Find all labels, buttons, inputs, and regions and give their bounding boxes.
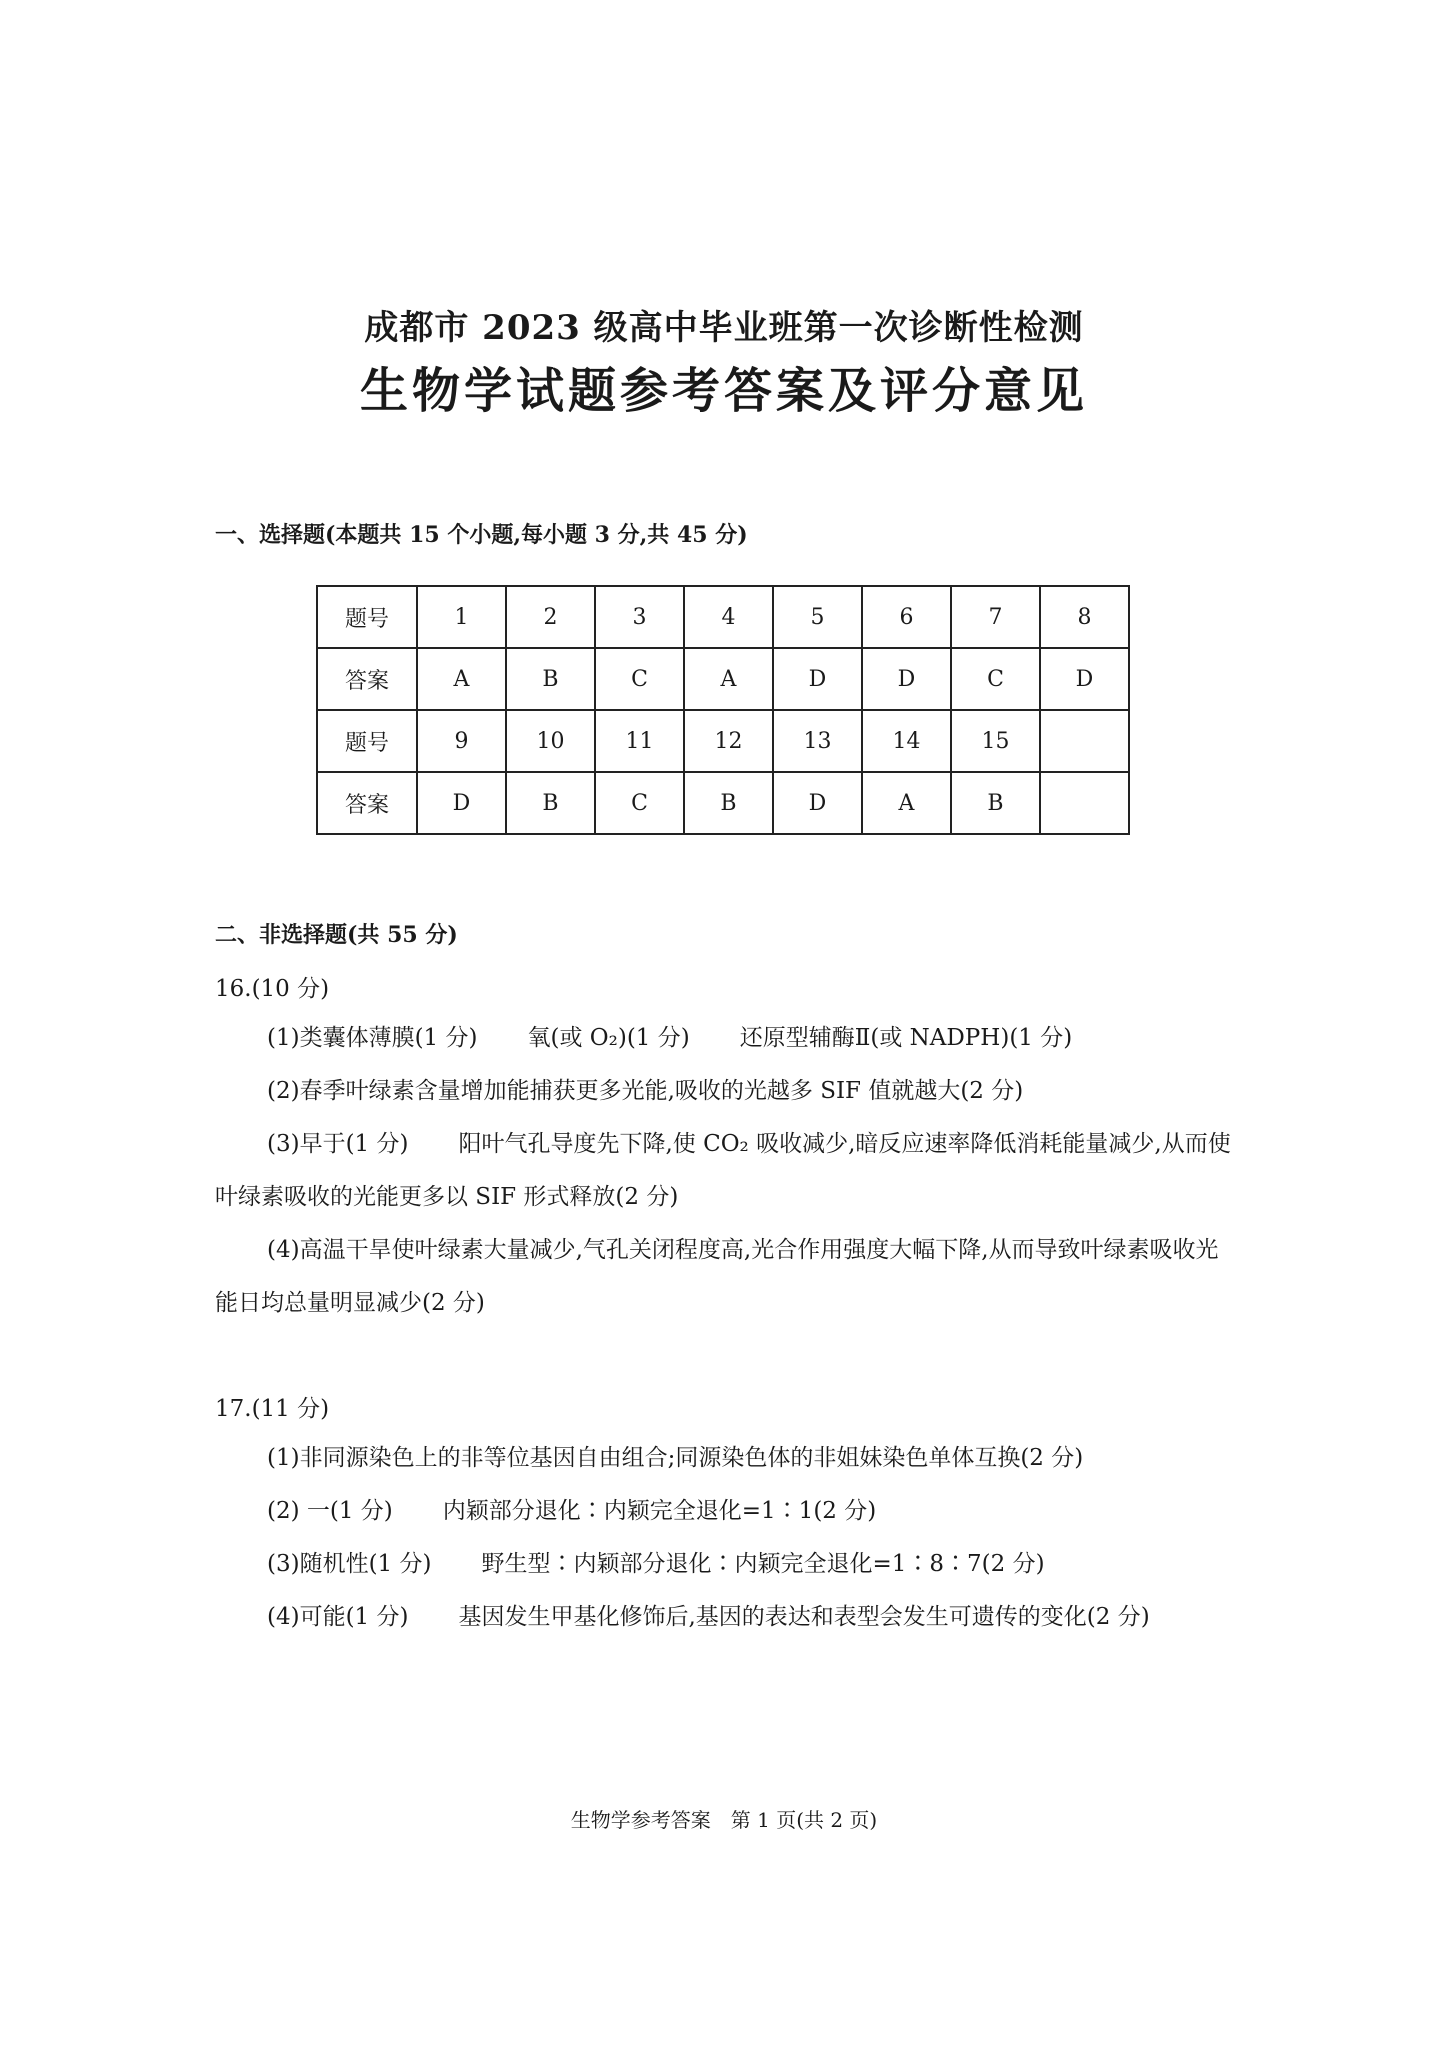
q16-answer-3 — [215, 1118, 1235, 1224]
table-cell: 5 — [773, 586, 862, 648]
row-label: 题号 — [317, 710, 417, 772]
table-cell: 10 — [506, 710, 595, 772]
table-cell: A — [684, 648, 773, 710]
table-cell: D — [773, 772, 862, 834]
table-cell: D — [417, 772, 506, 834]
page-footer: 生物学参考答案 第 1 页(共 2 页) — [570, 1808, 878, 1832]
table-cell: D — [1040, 648, 1129, 710]
table-cell — [1040, 710, 1129, 772]
table-cell: D — [862, 648, 951, 710]
table-cell: 3 — [595, 586, 684, 648]
table-cell: C — [951, 648, 1040, 710]
q17-answer-3 — [215, 1538, 1235, 1591]
table-cell: C — [595, 772, 684, 834]
table-cell: 14 — [862, 710, 951, 772]
q17-answer-1: (1)非同源染色上的非等位基因自由组合;同源染色体的非姐妹染色单体互换(2 分) — [267, 1445, 1084, 1471]
q17-answer-3a: (3)随机性(1 分) — [267, 1551, 432, 1577]
section-1-title: 一、选择题(本题共 15 个小题,每小题 3 分,共 45 分) — [215, 522, 748, 548]
q16-answer-2: (2)春季叶绿素含量增加能捕获更多光能,吸收的光越多 SIF 值就越大(2 分) — [267, 1078, 1024, 1104]
q17-answer-2b: 内颖部分退化∶内颖完全退化=1∶1(2 分) — [442, 1498, 877, 1524]
table-cell: D — [773, 648, 862, 710]
question-16-heading: 16.(10 分) — [215, 976, 330, 1002]
table-cell: B — [951, 772, 1040, 834]
table-cell: 13 — [773, 710, 862, 772]
exam-title: 成都市 2023 级高中毕业班第一次诊断性检测 — [364, 308, 1084, 348]
table-cell: A — [862, 772, 951, 834]
section-2-title: 二、非选择题(共 55 分) — [215, 922, 458, 948]
q17-answer-4 — [215, 1591, 1235, 1644]
table-cell: B — [684, 772, 773, 834]
table-cell: C — [595, 648, 684, 710]
question-17-heading: 17.(11 分) — [215, 1396, 330, 1422]
q17-answer-4b: 基因发生甲基化修饰后,基因的表达和表型会发生可遗传的变化(2 分) — [458, 1604, 1150, 1630]
row-label: 答案 — [317, 772, 417, 834]
q16-answer-3a: (3)早于(1 分) — [267, 1131, 409, 1157]
table-cell — [1040, 772, 1129, 834]
q17-answer-4a: (4)可能(1 分) — [267, 1604, 409, 1630]
table-cell: 8 — [1040, 586, 1129, 648]
q17-answer-3b: 野生型∶内颖部分退化∶内颖完全退化=1∶8∶7(2 分) — [481, 1551, 1045, 1577]
table-row — [317, 710, 1129, 772]
row-label: 题号 — [317, 586, 417, 648]
q17-answer-2 — [215, 1485, 1235, 1538]
table-cell: A — [417, 648, 506, 710]
table-cell: 2 — [506, 586, 595, 648]
q16-answer-1 — [215, 1012, 1235, 1065]
table-cell: 15 — [951, 710, 1040, 772]
table-row — [317, 772, 1129, 834]
q16-answer-1a: (1)类囊体薄膜(1 分) — [267, 1025, 478, 1051]
table-cell: 1 — [417, 586, 506, 648]
q16-answer-1b: 氧(或 O₂)(1 分) — [527, 1025, 690, 1051]
document-title: 生物学试题参考答案及评分意见 — [359, 363, 1088, 419]
answer-table — [316, 585, 1130, 835]
table-row — [317, 648, 1129, 710]
q16-answer-4: (4)高温干旱使叶绿素大量减少,气孔关闭程度高,光合作用强度大幅下降,从而导致叶绿素吸收光能日均总量明显减少(2 分) — [215, 1237, 1219, 1316]
table-cell: 11 — [595, 710, 684, 772]
table-cell: 7 — [951, 586, 1040, 648]
q16-answer-1c: 还原型辅酶Ⅱ(或 NADPH)(1 分) — [739, 1025, 1073, 1051]
table-cell: 6 — [862, 586, 951, 648]
table-cell: 4 — [684, 586, 773, 648]
table-row — [317, 586, 1129, 648]
q17-answer-2a: (2) 一(1 分) — [267, 1498, 393, 1524]
table-cell: B — [506, 648, 595, 710]
q16-answer-3b: 阳叶气孔导度先下降,使 CO₂ 吸收减少,暗反应速率降低消耗能量减少,从而使叶绿素吸收的光能更多以 SIF 形式释放(2 分) — [215, 1131, 1231, 1210]
table-cell: B — [506, 772, 595, 834]
row-label: 答案 — [317, 648, 417, 710]
table-cell: 9 — [417, 710, 506, 772]
table-cell: 12 — [684, 710, 773, 772]
